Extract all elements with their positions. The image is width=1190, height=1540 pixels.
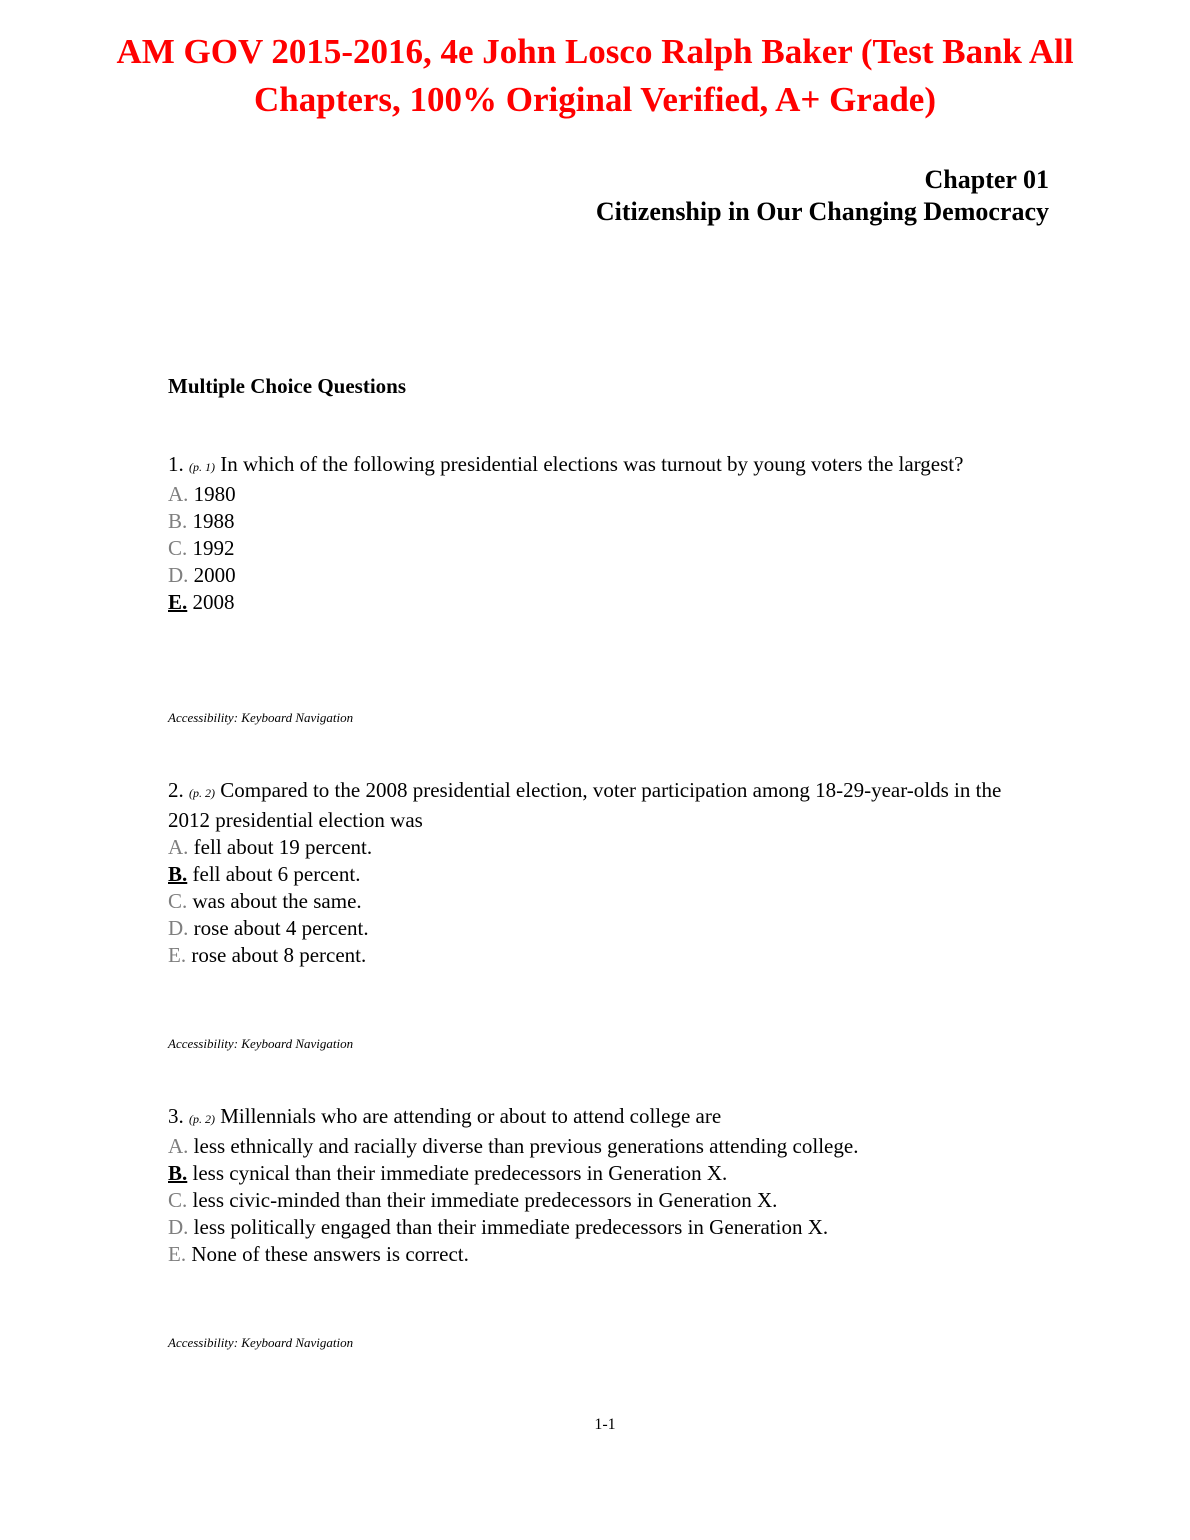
option-text: less cynical than their immediate predecessors in Generation X. <box>192 1161 728 1185</box>
option-letter: A. <box>168 835 189 859</box>
accessibility-note: Accessibility: Keyboard Navigation <box>168 710 354 725</box>
option-text: less politically engaged than their immediate predecessors in Generation X. <box>193 1215 829 1239</box>
question-number: 2. <box>168 778 184 802</box>
page-number: 1-1 <box>594 1416 616 1433</box>
option-e <box>168 1241 1048 1268</box>
page-reference: (p. 2) <box>189 1112 215 1126</box>
option-letter: D. <box>168 563 189 587</box>
option-letter: A. <box>168 1134 189 1158</box>
option-letter: C. <box>168 536 188 560</box>
option-text: 2008 <box>192 590 235 614</box>
option-letter: E. <box>168 590 188 614</box>
option-letter: E. <box>168 1242 187 1266</box>
chapter-title: Citizenship in Our Changing Democracy <box>595 197 1049 226</box>
option-text: 2000 <box>193 563 236 587</box>
option-text: was about the same. <box>192 889 362 913</box>
question-number: 1. <box>168 452 184 476</box>
option-letter: C. <box>168 889 188 913</box>
option-text: rose about 8 percent. <box>191 943 367 967</box>
option-letter: A. <box>168 482 189 506</box>
option-text: 1992 <box>192 536 235 560</box>
question-1 <box>168 451 1048 616</box>
option-letter: D. <box>168 916 189 940</box>
chapter-heading <box>596 164 1049 228</box>
option-e <box>168 942 1048 969</box>
banner-line-1: AM GOV 2015-2016, 4e John Losco Ralph Baker (Test Bank All <box>116 32 1074 71</box>
page-reference: (p. 1) <box>189 460 215 474</box>
accessibility-note: Accessibility: Keyboard Navigation <box>168 1036 354 1051</box>
option-letter: B. <box>168 862 188 886</box>
option-a <box>168 834 1048 861</box>
option-e <box>168 589 1048 616</box>
question-number: 3. <box>168 1104 184 1128</box>
option-letter: E. <box>168 943 187 967</box>
option-b <box>168 1160 1048 1187</box>
option-d <box>168 1214 1048 1241</box>
question-stem <box>168 777 1048 834</box>
option-text: less ethnically and racially diverse than previous generations attending college. <box>193 1134 859 1158</box>
question-text: In which of the following presidential elections was turnout by young voters the largest? <box>220 452 964 476</box>
option-c <box>168 535 1048 562</box>
question-stem <box>168 1103 1048 1133</box>
option-text: fell about 19 percent. <box>193 835 373 859</box>
option-text: None of these answers is correct. <box>191 1242 469 1266</box>
option-text: fell about 6 percent. <box>192 862 361 886</box>
document-banner <box>0 28 1190 124</box>
option-c <box>168 888 1048 915</box>
option-text: 1980 <box>193 482 236 506</box>
option-d <box>168 915 1048 942</box>
question-text: Compared to the 2008 presidential election, voter participation among 18-29-year-olds in the 2012 presidential election was <box>168 778 1002 832</box>
page-reference: (p. 2) <box>189 786 215 800</box>
option-b <box>168 861 1048 888</box>
option-text: 1988 <box>192 509 235 533</box>
option-d <box>168 562 1048 589</box>
option-letter: B. <box>168 509 188 533</box>
question-stem <box>168 451 1048 481</box>
banner-line-2: Chapters, 100% Original Verified, A+ Grade) <box>253 80 936 119</box>
option-letter: D. <box>168 1215 189 1239</box>
option-c <box>168 1187 1048 1214</box>
question-3 <box>168 1103 1048 1268</box>
option-text: less civic-minded than their immediate predecessors in Generation X. <box>192 1188 778 1212</box>
option-letter: C. <box>168 1188 188 1212</box>
option-text: rose about 4 percent. <box>193 916 369 940</box>
chapter-number: Chapter 01 <box>924 165 1049 194</box>
question-text: Millennials who are attending or about to attend college are <box>220 1104 722 1128</box>
accessibility-note: Accessibility: Keyboard Navigation <box>168 1335 354 1350</box>
option-letter: B. <box>168 1161 188 1185</box>
section-title: Multiple Choice Questions <box>168 374 407 398</box>
option-a <box>168 1133 1048 1160</box>
option-b <box>168 508 1048 535</box>
question-2 <box>168 777 1048 969</box>
option-a <box>168 481 1048 508</box>
